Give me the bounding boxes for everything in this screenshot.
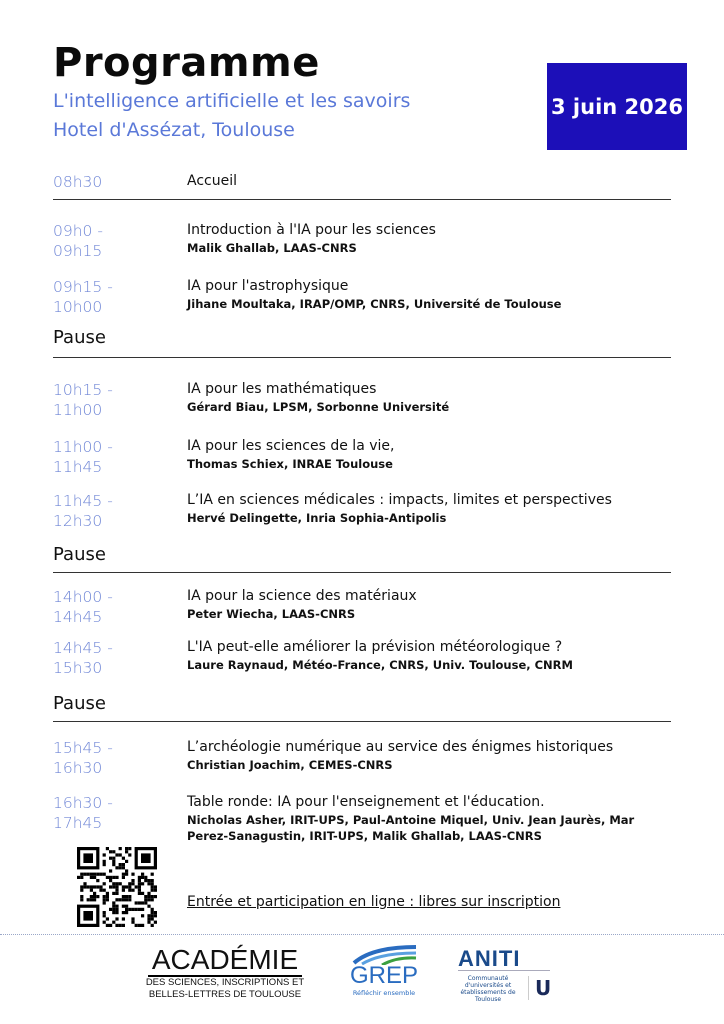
universite-mark: U	[528, 976, 551, 1000]
session-title: L’IA en sciences médicales : impacts, limites et perspectives	[187, 492, 612, 508]
academie-logo-line2: BELLES-LETTRES DE TOULOUSE	[148, 989, 302, 1000]
grep-waves-icon	[352, 945, 418, 965]
session-item	[187, 276, 637, 312]
session-title: Accueil	[187, 173, 237, 189]
session-item	[187, 220, 637, 256]
event-venue: Hotel d'Assézat, Toulouse	[53, 119, 295, 141]
session-item	[187, 171, 637, 191]
session-speaker: Hervé Delingette, Inria Sophia-Antipolis	[187, 511, 447, 525]
session-time	[53, 738, 113, 778]
academie-logo-title: ACADÉMIE	[148, 945, 302, 977]
session-item	[187, 379, 637, 415]
section-rule	[53, 199, 671, 200]
session-title: IA pour la science des matériaux	[187, 588, 417, 604]
academie-logo-line1: DES SCIENCES, INSCRIPTIONS ET	[145, 977, 305, 988]
session-speaker: Jihane Moultaka, IRAP/OMP, CNRS, Université de Toulouse	[187, 297, 562, 311]
session-item	[187, 490, 637, 526]
aniti-logo-text: Communauté d'universités et établissements de Toulouse	[460, 975, 516, 1003]
time-start: 11h00 -	[53, 438, 113, 456]
session-time	[53, 491, 113, 531]
session-title: IA pour les sciences de la vie,	[187, 438, 395, 454]
grep-logo	[346, 945, 422, 1007]
session-speaker: Christian Joachim, CEMES-CNRS	[187, 758, 393, 772]
session-item	[187, 792, 637, 844]
time-start: 11h45 -	[53, 492, 113, 510]
pause-label: Pause	[53, 693, 106, 714]
session-title: Introduction à l'IA pour les sciences	[187, 222, 436, 238]
session-time	[53, 437, 113, 477]
session-time	[53, 277, 113, 317]
grep-logo-title: GREP	[349, 962, 418, 989]
aniti-logo	[458, 948, 550, 1008]
session-time	[53, 172, 102, 192]
session-time	[53, 793, 113, 833]
time-end: 09h15	[53, 242, 103, 260]
session-time	[53, 380, 113, 420]
time-end: 10h00	[53, 298, 103, 316]
section-rule	[53, 357, 671, 358]
grep-logo-tagline: Réfléchir ensemble	[352, 989, 416, 997]
time-start: 14h45 -	[53, 639, 113, 657]
session-title: L'IA peut-elle améliorer la prévision météorologique ?	[187, 639, 563, 655]
section-rule	[53, 721, 671, 722]
session-title: IA pour les mathématiques	[187, 381, 377, 397]
session-item	[187, 586, 637, 622]
time-end: 12h30	[53, 512, 103, 530]
session-item	[187, 436, 637, 472]
session-time	[53, 587, 113, 627]
session-speaker: Nicholas Asher, IRIT-UPS, Paul-Antoine Miquel, Univ. Jean Jaurès, Mar Perez-Sanagustin, IRIT-UPS, Malik Ghallab, LAAS-CNRS	[187, 813, 635, 843]
session-item	[187, 737, 637, 773]
session-time	[53, 221, 103, 261]
aniti-logo-title: ANITI	[458, 948, 550, 971]
pause-label: Pause	[53, 327, 106, 348]
time-start: 16h30 -	[53, 794, 113, 812]
session-speaker: Gérard Biau, LPSM, Sorbonne Université	[187, 400, 450, 414]
time-end: 14h45	[53, 608, 103, 626]
time-start: 14h00 -	[53, 588, 113, 606]
session-speaker: Malik Ghallab, LAAS-CNRS	[187, 241, 357, 255]
academie-logo	[136, 945, 314, 1005]
time-end: 15h30	[53, 659, 103, 677]
session-speaker: Laure Raynaud, Météo-France, CNRS, Univ. Toulouse, CNRM	[187, 658, 573, 672]
qr-code[interactable]	[77, 847, 157, 927]
session-item	[187, 637, 637, 673]
registration-link[interactable]: Entrée et participation en ligne : libres sur inscription	[187, 894, 561, 910]
time-start: 10h15 -	[53, 381, 113, 399]
session-speaker: Thomas Schiex, INRAE Toulouse	[187, 457, 393, 471]
time-end: 17h45	[53, 814, 103, 832]
time-end: 11h00	[53, 401, 103, 419]
pause-label: Pause	[53, 544, 106, 565]
footer-divider	[0, 934, 724, 935]
session-speaker: Peter Wiecha, LAAS-CNRS	[187, 607, 356, 621]
session-title: L’archéologie numérique au service des énigmes historiques	[187, 739, 614, 755]
session-title: Table ronde: IA pour l'enseignement et l'éducation.	[187, 794, 545, 810]
time-start: 09h15 -	[53, 278, 113, 296]
event-subtitle: L'intelligence artificielle et les savoirs	[53, 90, 411, 112]
time-start: 08h30	[53, 173, 103, 191]
time-end: 11h45	[53, 458, 103, 476]
time-start: 09h0 -	[53, 222, 103, 240]
page-title: Programme	[53, 40, 320, 86]
section-rule	[53, 572, 671, 573]
session-title: IA pour l'astrophysique	[187, 278, 349, 294]
time-end: 16h30	[53, 759, 103, 777]
date-badge: 3 juin 2026	[547, 63, 687, 150]
time-start: 15h45 -	[53, 739, 113, 757]
session-time	[53, 638, 113, 678]
